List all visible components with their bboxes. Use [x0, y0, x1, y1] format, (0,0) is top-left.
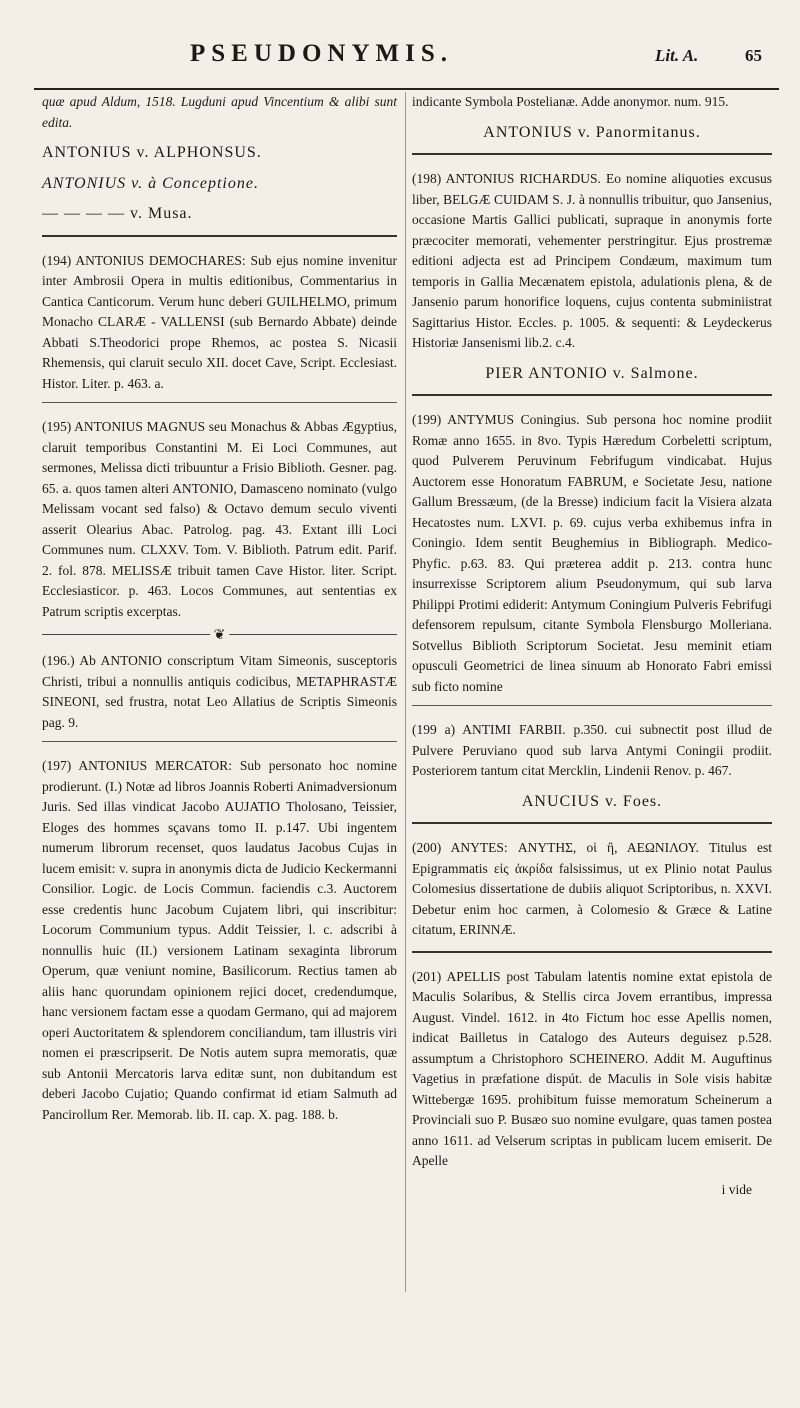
entry-201: (201) APELLIS post Tabulam latentis nomine extat epistola de Maculis Solaribus, & Stellis circa Jovem errantibus, impressa August. Vindel. 1612. in 4to Fictum hoc esse Apellis nomen, indicat Bailletus in Catalogo des Auteurs deguisez p.528. assumptum a Christophoro SCHEINERO. Addit M. Auguftinus Vagetius in præfatione dispút. de Maculis in Sole visis habitæ Wittebergæ 1695. prohibitum fuisse memoratum Scheinerum a Provinciali suo P. Busæo suo nomine evulgare, quas tamen postea anno 1611. ad Velserum scriptas in publicam lucem emiserit. De Apelle	[412, 968, 772, 1168]
running-title: PSEUDONYMIS.	[190, 40, 453, 67]
entry-199: (199) ANTYMUS Coningius. Sub persona hoc nomine prodiit Romæ anno 1655. in 8vo. Typis Hæredum Corbeletti scriptum, quod Pulverem Peruvinum Febrifugum vindicabat. Hujus Auctorem esse Honoratum FABRUM, e Societate Jesu, natione Gallum Bressæum, (de la Bresse) indicium facit la Visiera alzata Hecatostes num. LXVI. p. 69. cujus verba exhibemus infra in Coningio. Idem sentit Beughemius in Bibliograph. Medico-Phyfic. p.63. 83. Qui præterea addit p. 213. contra hunc insurrexisse Scriptorem alium Pseudonymum, qui sub larva Philippi Protimi ediderit: Antymum Coningium Pulveris Febrifugi defensorem repulsum, citante Symbola Flensburgo Molleriana. Sotvellus Biblioth Scriptorum Societat. Jesu meminit etiam opusculi Geometrici de linea sinuum ab Honorato Fabri emissi sub ficto nomine	[412, 412, 772, 694]
section-letter: Lit. A.	[655, 46, 699, 65]
divider	[42, 741, 397, 742]
cross-reference: ANUCIUS v. Foes.	[521, 792, 663, 810]
page-header	[0, 40, 800, 74]
page-number: 65	[745, 46, 762, 65]
divider	[412, 951, 772, 953]
cross-reference: PIER ANTONIO v. Salmone.	[485, 364, 699, 382]
cross-reference: ANTONIUS v. Panormitanus.	[483, 123, 701, 141]
divider	[412, 705, 772, 706]
entry-198: (198) ANTONIUS RICHARDUS. Eo nomine aliquoties excusus liber, BELGÆ CUIDAM S. J. à nonnullis tribuitur, quo Jansenius, occasione Martis Gallici publicati, supraque in anonymis forte præcociter memorati, vehementer perstringitur. Ejus prostremæ editioni adjecta est ad Principem Condæum, maximum tum temporis in Gallia Mecænatem epistola, adulationis plena, & de Jansenio parum honorifice loquens, cujus contenta subminiistrat Sagittarius Histor. Eccles. p. 1005. & sequenti: & Leydeckerus Historiæ Jansenismi lib.2. c.4.	[412, 171, 772, 350]
ornament-divider	[42, 628, 397, 643]
cross-reference: ANTONIUS v. ALPHONSUS.	[42, 144, 262, 161]
entry-199a: (199 a) ANTIMI FARBII. p.350. cui subnectit post illud de Pulvere Peruviano quod sub larva Antymi Coningii prodiit. Posteriorem tantum citat Mercklin, Lindenii Renov. p. 467.	[412, 722, 772, 778]
divider	[42, 235, 397, 237]
left-column	[42, 92, 397, 1133]
fleuron-icon: ❦	[210, 626, 230, 647]
continued-text: indicante Symbola Postelianæ. Adde anonymor. num. 915.	[412, 94, 729, 109]
cross-reference: ANTONIUS v. à Conceptione.	[42, 174, 259, 192]
entry-194: (194) ANTONIUS DEMOCHARES: Sub ejus nomine invenitur inter Ambrosii Opera in multis editionibus, Commentarius in Cantica Canticorum. Verum hunc deberi GUILHELMO, primum Monacho CLARÆ - VALLENSI (sub Bernardo Abbate) deinde Abbati S.Theodorici prope Rhemos, ac postea S. Nicasii Rhemensis, qui claruit seculo XII. docet Cave, Script. Ecclesiast. Histor. Liter. p. 463. a.	[42, 252, 397, 391]
entry-200: (200) ANYTES: ΑΝΥΤΗΣ, οἱ ἢ, ΑΕΩΝΙΛΟΥ. Titulus est Epigrammatis εἰς ἀκρίδα falsissimus, ut ex Plinio notat Paulus Colomesius dissertatione de dubiis aliquot Scriptoribus, n. XXVI. Debetur enim hoc carmen, à Colomesio & Græce & Latine citatum, ERINNÆ.	[412, 840, 772, 937]
continued-text: quæ apud Aldum, 1518. Lugduni apud Vincentium & alibi sunt edita.	[42, 94, 397, 130]
column-gutter	[405, 92, 406, 1292]
divider	[42, 402, 397, 403]
entry-195: (195) ANTONIUS MAGNUS seu Monachus & Abbas Ægyptius, claruit temporibus Constantini M. Ei Loci Communes, aut sermones, Melissa dicti tribuuntur a Frisio Biblioth. Gesner. pag. 65. a. quos tamen alteri ANTONIO, Damasceno nominato (vulgo Melissam vocant sed falso) & Octavo demum seculo viventi asserit Olearius Abac. Patrolog. pag. 43. Extant illi Loci Communes num. CLXXV. Tom. V. Biblioth. Patrum edit. Parif. 2. fol. 878. MELISSÆ tribuit tamen Cave Histor. liter. Script. Ecclesiasticor. p. 463. Locos Communes, aut sententias ex Patrum scriptis excerptas.	[42, 419, 397, 619]
divider	[412, 394, 772, 396]
divider	[412, 822, 772, 824]
entry-197: (197) ANTONIUS MERCATOR: Sub personato hoc nomine prodierunt. (I.) Notæ ad libros Joannis Roberti Animadversionum Juris. Sed illas vindicat Jacobo AUJATIO Tholosano, Teissier, Eloges des hommes sçavans tomo II. p.147. Ubi ingentem numerum librorum recenset, quos laudatus Jacobus Cujas in lucem emisit: v. supra in anonymis dicta de Judicio Keckermanni Consilior. Logic. de Locis Commun. faciendis c.3. Auctorem esse credentis hunc Jacobum Cujatem libri, qui inscribitur: Locorum Communium typus. Addit Teissier, l. c. adscribi à nonnullis huic (II.) versionem Latinam sexaginta librorum Operum, quæ veniunt nomine, Basilicorum. Rectius tamen ab aliis hanc quorundam opinionem rejici docet, credendumque, hanc versionem factam esse a quodam Germano, qui ad majorem operi Auctoritatem & splendorem conciliandum, tam illustris viri nomen ei præscripserit. De Notis autem supra memoratis, quæ sub Antonii Mercatoris larva editæ sunt, non dubitandum est deberi Jacobo Cujatio; Quando confirmat id etiam Salmuth ad Pancirollum Rer. Memorab. lib. II. cap. X. pag. 188. b.	[42, 758, 397, 1122]
divider	[412, 153, 772, 155]
cross-reference: — — — — v. Musa.	[42, 205, 193, 222]
right-column	[412, 92, 772, 1208]
entry-196: (196.) Ab ANTONIO conscriptum Vitam Simeonis, susceptoris Christi, tribui a nonnullis antiquis codicibus, METAPHRASTÆ SINEONI, sed frustra, notat Leo Allatius de Scriptis Simeonis pag. 9.	[42, 653, 397, 730]
header-rule	[34, 88, 779, 90]
catchword: i vide	[721, 1181, 752, 1197]
